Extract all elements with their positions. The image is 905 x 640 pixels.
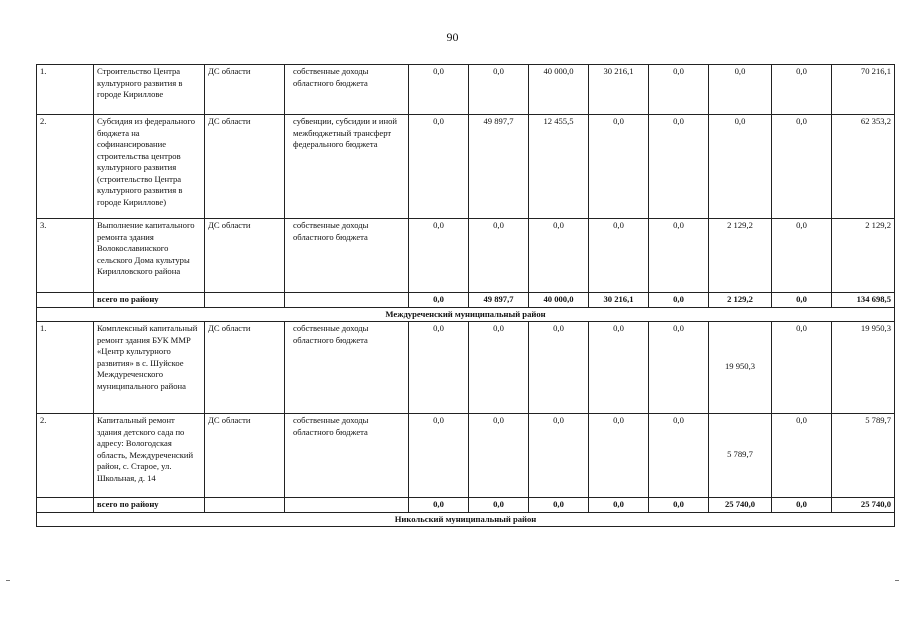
customer-cell: ДС области <box>205 115 285 219</box>
event-name-cell: Выполнение капитального ремонта здания Волокославинского сельского Дома культуры Кирилловского района <box>94 219 205 293</box>
value-cell <box>589 322 649 414</box>
event-name-cell: Субсидия из федерального бюджета на софинансирование строительства центров культурного развития (строительство Центра культурного развития в городе Кириллове) <box>94 115 205 219</box>
page-number: 90 <box>446 30 459 44</box>
value-text: 0,0 <box>433 116 444 126</box>
total-value-cell: 40 000,0 <box>529 293 589 308</box>
value-text: 0,0 <box>553 415 564 425</box>
value-text: 2 129,2 <box>865 220 891 230</box>
value-cell <box>709 322 772 414</box>
funding-source-cell: субвенции, субсидии и иной межбюджетный трансферт федерального бюджета <box>285 115 409 219</box>
value-text: 0,0 <box>673 66 684 76</box>
value-cell <box>709 115 772 219</box>
value-text: 19 950,3 <box>724 361 756 371</box>
table-row <box>37 115 895 219</box>
value-text: 0,0 <box>613 323 624 333</box>
value-cell <box>709 219 772 293</box>
total-value-cell: 25 740,0 <box>709 498 772 513</box>
total-empty-cell <box>37 293 94 308</box>
value-cell <box>469 115 529 219</box>
value-text: 0,0 <box>433 220 444 230</box>
section-title-cell: Междуреченский муниципальный район <box>37 307 895 322</box>
event-name-cell: Комплексный капитальный ремонт здания БУК ММР «Центр культурного развития» в с. Шуйское Междуреченского муниципального района <box>94 322 205 414</box>
total-row <box>37 293 895 308</box>
value-cell <box>529 322 589 414</box>
value-text: 5 789,7 <box>865 415 891 425</box>
value-cell <box>649 414 709 498</box>
value-cell <box>529 115 589 219</box>
value-text: 0,0 <box>734 66 746 76</box>
value-cell <box>709 65 772 115</box>
value-cell <box>832 219 895 293</box>
total-empty-cell <box>205 498 285 513</box>
value-text: 0,0 <box>553 220 564 230</box>
value-text: 0,0 <box>796 415 807 425</box>
section-row <box>37 307 895 322</box>
value-cell <box>832 115 895 219</box>
row-number-cell: 3. <box>37 219 94 293</box>
customer-cell: ДС области <box>205 65 285 115</box>
value-cell <box>832 65 895 115</box>
section-row <box>37 512 895 527</box>
row-number-cell: 1. <box>37 65 94 115</box>
value-text: 0,0 <box>493 66 504 76</box>
value-cell <box>409 219 469 293</box>
value-text: 0,0 <box>613 220 624 230</box>
table-body <box>37 65 895 527</box>
value-text: 19 950,3 <box>860 323 891 333</box>
total-value-cell: 0,0 <box>649 293 709 308</box>
value-cell <box>589 414 649 498</box>
row-number-cell: 2. <box>37 414 94 498</box>
total-row <box>37 498 895 513</box>
value-text: 5 789,7 <box>727 449 753 459</box>
funding-source-cell: собственные доходы областного бюджета <box>285 414 409 498</box>
value-text: 0,0 <box>613 415 624 425</box>
value-cell <box>772 219 832 293</box>
value-text: 62 353,2 <box>860 116 891 126</box>
total-value-cell: 30 216,1 <box>589 293 649 308</box>
value-cell <box>469 414 529 498</box>
value-text: 0,0 <box>673 415 684 425</box>
value-text: 0,0 <box>613 116 624 126</box>
total-value-cell: 0,0 <box>772 293 832 308</box>
row-number-cell: 2. <box>37 115 94 219</box>
value-cell <box>832 322 895 414</box>
scan-edge-mark-right <box>895 580 899 581</box>
value-cell <box>772 414 832 498</box>
value-cell <box>409 65 469 115</box>
total-value-cell: 0,0 <box>409 293 469 308</box>
total-label-cell: всего по району <box>94 293 205 308</box>
budget-table <box>36 64 895 527</box>
total-value-cell: 0,0 <box>772 498 832 513</box>
value-text: 40 000,0 <box>543 66 574 76</box>
value-text: 0,0 <box>553 323 564 333</box>
value-cell <box>469 65 529 115</box>
total-value-cell: 0,0 <box>589 498 649 513</box>
value-text: 0,0 <box>433 415 444 425</box>
funding-source-cell: собственные доходы областного бюджета <box>285 219 409 293</box>
value-text: 0,0 <box>673 323 684 333</box>
value-text: 0,0 <box>433 323 444 333</box>
value-cell <box>409 414 469 498</box>
value-text: 0,0 <box>796 116 807 126</box>
value-cell <box>589 115 649 219</box>
value-text: 2 129,2 <box>727 220 753 230</box>
value-text: 30 216,1 <box>603 66 634 76</box>
value-cell <box>709 414 772 498</box>
value-text: 0,0 <box>734 116 746 126</box>
value-cell <box>832 414 895 498</box>
value-text: 0,0 <box>493 220 504 230</box>
funding-source-cell: собственные доходы областного бюджета <box>285 322 409 414</box>
value-cell <box>649 65 709 115</box>
value-cell <box>529 219 589 293</box>
total-value-cell: 49 897,7 <box>469 293 529 308</box>
value-cell <box>772 115 832 219</box>
table-row <box>37 65 895 115</box>
total-value-cell: 0,0 <box>409 498 469 513</box>
total-value-cell: 134 698,5 <box>832 293 895 308</box>
value-text: 0,0 <box>493 415 504 425</box>
total-empty-cell <box>205 293 285 308</box>
value-cell <box>529 414 589 498</box>
value-cell <box>469 219 529 293</box>
total-empty-cell <box>285 498 409 513</box>
value-cell <box>589 219 649 293</box>
value-text: 70 216,1 <box>860 66 891 76</box>
total-value-cell: 0,0 <box>529 498 589 513</box>
total-value-cell: 0,0 <box>469 498 529 513</box>
row-number-cell: 1. <box>37 322 94 414</box>
value-cell <box>649 219 709 293</box>
total-value-cell: 0,0 <box>649 498 709 513</box>
value-cell <box>649 322 709 414</box>
value-text: 0,0 <box>673 116 684 126</box>
total-empty-cell <box>37 498 94 513</box>
total-label-cell: всего по району <box>94 498 205 513</box>
table-row <box>37 219 895 293</box>
value-text: 49 897,7 <box>483 116 514 126</box>
value-cell <box>409 322 469 414</box>
value-text: 0,0 <box>493 323 504 333</box>
value-text: 0,0 <box>796 66 807 76</box>
value-cell <box>589 65 649 115</box>
value-text: 0,0 <box>433 66 444 76</box>
value-cell <box>772 322 832 414</box>
customer-cell: ДС области <box>205 414 285 498</box>
table-row <box>37 414 895 498</box>
table-row <box>37 322 895 414</box>
funding-source-cell: собственные доходы областного бюджета <box>285 65 409 115</box>
value-cell <box>649 115 709 219</box>
scan-edge-mark-left <box>6 580 10 581</box>
value-text: 0,0 <box>796 323 807 333</box>
customer-cell: ДС области <box>205 219 285 293</box>
section-title-cell: Никольский муниципальный район <box>37 512 895 527</box>
value-cell <box>409 115 469 219</box>
event-name-cell: Капитальный ремонт здания детского сада по адресу: Вологодская область, Междуреченский район, с. Старое, ул. Школьная, д. 14 <box>94 414 205 498</box>
customer-cell: ДС области <box>205 322 285 414</box>
value-cell <box>772 65 832 115</box>
value-text: 12 455,5 <box>543 116 574 126</box>
total-value-cell: 2 129,2 <box>709 293 772 308</box>
value-cell <box>529 65 589 115</box>
value-text: 0,0 <box>796 220 807 230</box>
value-text: 0,0 <box>673 220 684 230</box>
total-value-cell: 25 740,0 <box>832 498 895 513</box>
value-cell <box>469 322 529 414</box>
total-empty-cell <box>285 293 409 308</box>
event-name-cell: Строительство Центра культурного развития в городе Кириллове <box>94 65 205 115</box>
